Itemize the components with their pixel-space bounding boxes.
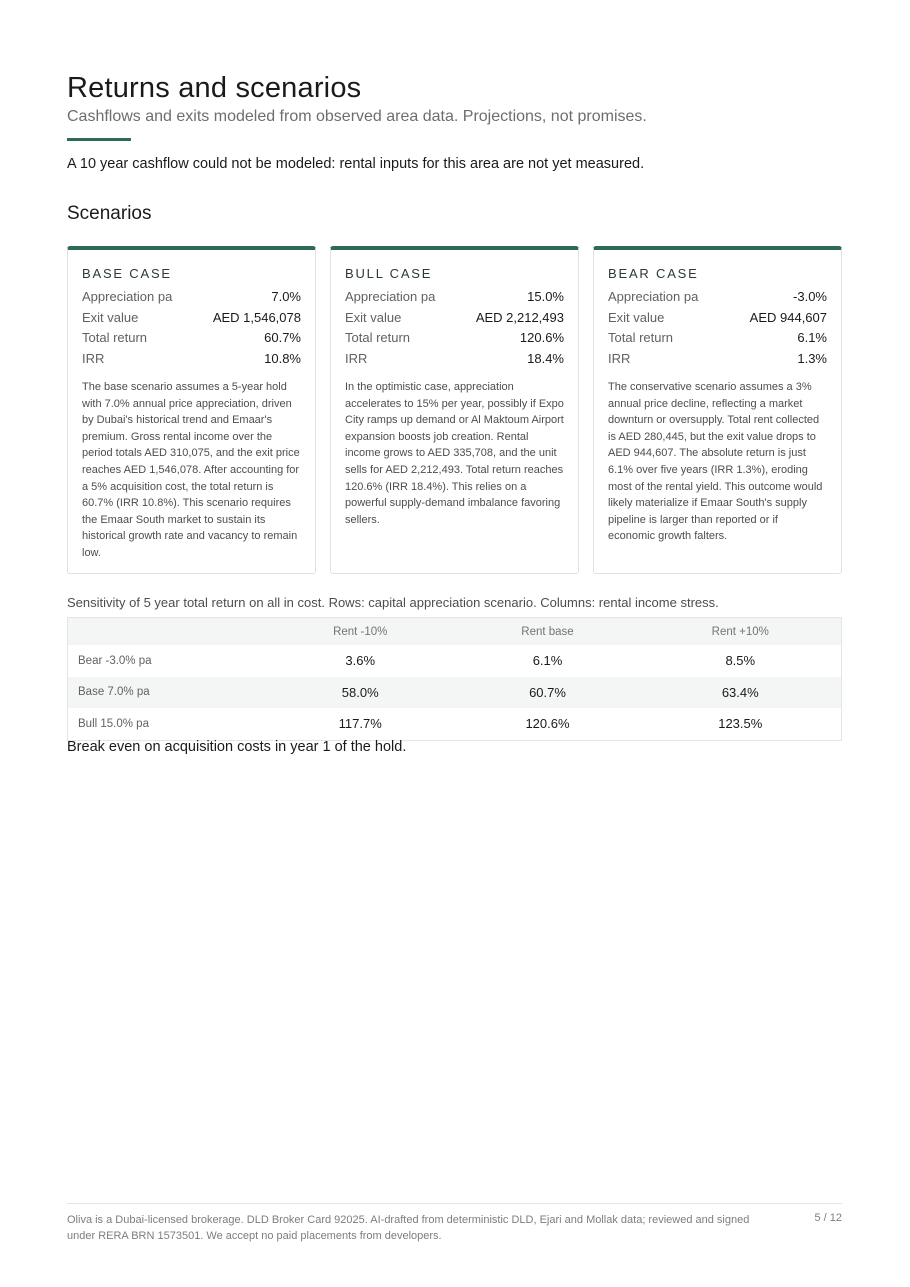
metric-row: [608, 308, 827, 329]
metric-row: [82, 349, 301, 370]
card-metrics: [608, 287, 827, 369]
metric-name: Appreciation pa: [608, 289, 699, 304]
report-page: [67, 0, 842, 1287]
table-row: [68, 708, 842, 740]
metric-name: Exit value: [608, 309, 665, 325]
sensitivity-caption: Sensitivity of 5 year total return on all in cost. Rows: capital appreciation scenario. Columns: rental income stress.: [67, 595, 719, 610]
metric-name: Appreciation pa: [82, 289, 173, 304]
card-label: BASE CASE: [82, 266, 172, 281]
metric-value: AED 944,607: [749, 309, 827, 325]
scenario-card-base: [67, 246, 316, 574]
metric-value: 1.3%: [797, 350, 827, 366]
metric-value: 18.4%: [527, 350, 564, 366]
card-description: In the optimistic case, appreciation accelerates to 15% per year, possibly if Expo City ramps up demand or Al Maktoum Airport expansion boosts job creation. Rental income grows to AED 335,708, and the unit sells for AED 2,212,493. Total return reaches 120.6% (IRR 18.4%). This relies on a powerful supply-demand imbalance favoring sellers.: [345, 381, 564, 526]
card-description: The base scenario assumes a 5-year hold with 7.0% annual price appreciation, driven by Dubai's historical trend and Emaar's premium. Gross rental income over the period totals AED 310,075, and the exit price reaches AED 1,546,078. After accounting for a 5% acquisition cost, the total return is 60.7% (IRR 10.8%). This scenario requires the Emaar South market to sustain its historical growth rate and vacancy to remain low.: [82, 381, 300, 559]
metric-name: Appreciation pa: [345, 289, 436, 304]
page-number: 5 / 12: [814, 1212, 842, 1224]
metric-row: [82, 308, 301, 329]
table-cell: 6.1%: [532, 653, 563, 669]
metric-row: [608, 349, 827, 370]
sensitivity-table: [67, 617, 842, 741]
metric-name: Exit value: [345, 309, 402, 325]
scenario-card-bear: [593, 246, 842, 574]
column-header: Rent base: [455, 618, 639, 646]
metric-name: IRR: [608, 350, 631, 366]
column-header: Rent +10%: [640, 618, 842, 646]
metric-row: [345, 287, 564, 308]
row-label: Bull 15.0% pa: [78, 717, 149, 730]
row-label: Base 7.0% pa: [68, 677, 266, 709]
metric-value: 15.0%: [527, 289, 564, 304]
metric-row: [82, 287, 301, 308]
metric-row: [345, 308, 564, 329]
card-label: BULL CASE: [345, 266, 433, 281]
metric-name: IRR: [345, 350, 368, 366]
table-cell: 3.6%: [345, 653, 376, 669]
card-description: The conservative scenario assumes a 3% annual price decline, reflecting a market downturn or oversupply. Total rent collected is AED 280,445, but the exit value drops to AED 944,607. The absolute return is just 6.1% over five years (IRR 1.3%), eroding most of the rental yield. This outcome would likely materialize if Emaar South's supply pipeline is larger than reported or if economic growth falters.: [608, 381, 823, 543]
scenarios-heading: Scenarios: [67, 203, 152, 224]
metric-value: AED 2,212,493: [475, 309, 564, 325]
metric-name: Exit value: [82, 309, 139, 325]
metric-value: 6.1%: [797, 330, 827, 345]
metric-value: AED 1,546,078: [212, 309, 301, 325]
table-row: [68, 645, 842, 677]
cashflow-note: A 10 year cashflow could not be modeled: rental inputs for this area are not yet measured.: [67, 156, 645, 172]
table-cell: 123.5%: [718, 716, 763, 732]
metric-row: [345, 328, 564, 349]
table-header-row: [68, 618, 842, 646]
footer-disclaimer: Oliva is a Dubai-licensed brokerage. DLD Broker Card 92025. AI-drafted from deterministic DLD, Ejari and Mollak data; reviewed and signed under RERA BRN 1573501. We accept no paid placements from developers.: [67, 1214, 750, 1242]
column-header: Rent -10%: [265, 618, 455, 646]
page-subtitle: Cashflows and exits modeled from observed area data. Projections, not promises.: [67, 108, 647, 125]
metric-value: 60.7%: [264, 330, 301, 345]
table-cell: 120.6%: [525, 716, 570, 732]
metric-name: IRR: [82, 350, 105, 366]
card-label: BEAR CASE: [608, 266, 699, 281]
metric-row: [82, 328, 301, 349]
scenario-cards: [67, 246, 842, 574]
footer-divider: [67, 1203, 842, 1204]
metric-value: 7.0%: [271, 289, 301, 304]
table-row: [68, 677, 842, 709]
metric-row: [608, 287, 827, 308]
metric-name: Total return: [345, 330, 411, 345]
table-cell: 117.7%: [338, 716, 382, 732]
metric-name: Total return: [608, 330, 674, 345]
table-cell: 8.5%: [725, 653, 756, 669]
breakeven-note: Break even on acquisition costs in year 1 of the hold.: [67, 739, 407, 755]
metric-row: [345, 349, 564, 370]
table-cell: 60.7%: [455, 677, 639, 709]
metric-name: Total return: [82, 330, 148, 345]
row-label: Bear -3.0% pa: [78, 654, 152, 667]
column-header: [68, 618, 266, 646]
page-title: Returns and scenarios: [67, 72, 362, 104]
table-cell: 58.0%: [265, 677, 455, 709]
card-metrics: [345, 287, 564, 369]
card-metrics: [82, 287, 301, 369]
table-cell: 63.4%: [640, 677, 842, 709]
metric-value: 120.6%: [519, 330, 564, 345]
metric-value: -3.0%: [793, 289, 827, 304]
accent-divider: [67, 138, 131, 141]
metric-value: 10.8%: [264, 350, 301, 366]
metric-row: [608, 328, 827, 349]
scenario-card-bull: [330, 246, 579, 574]
